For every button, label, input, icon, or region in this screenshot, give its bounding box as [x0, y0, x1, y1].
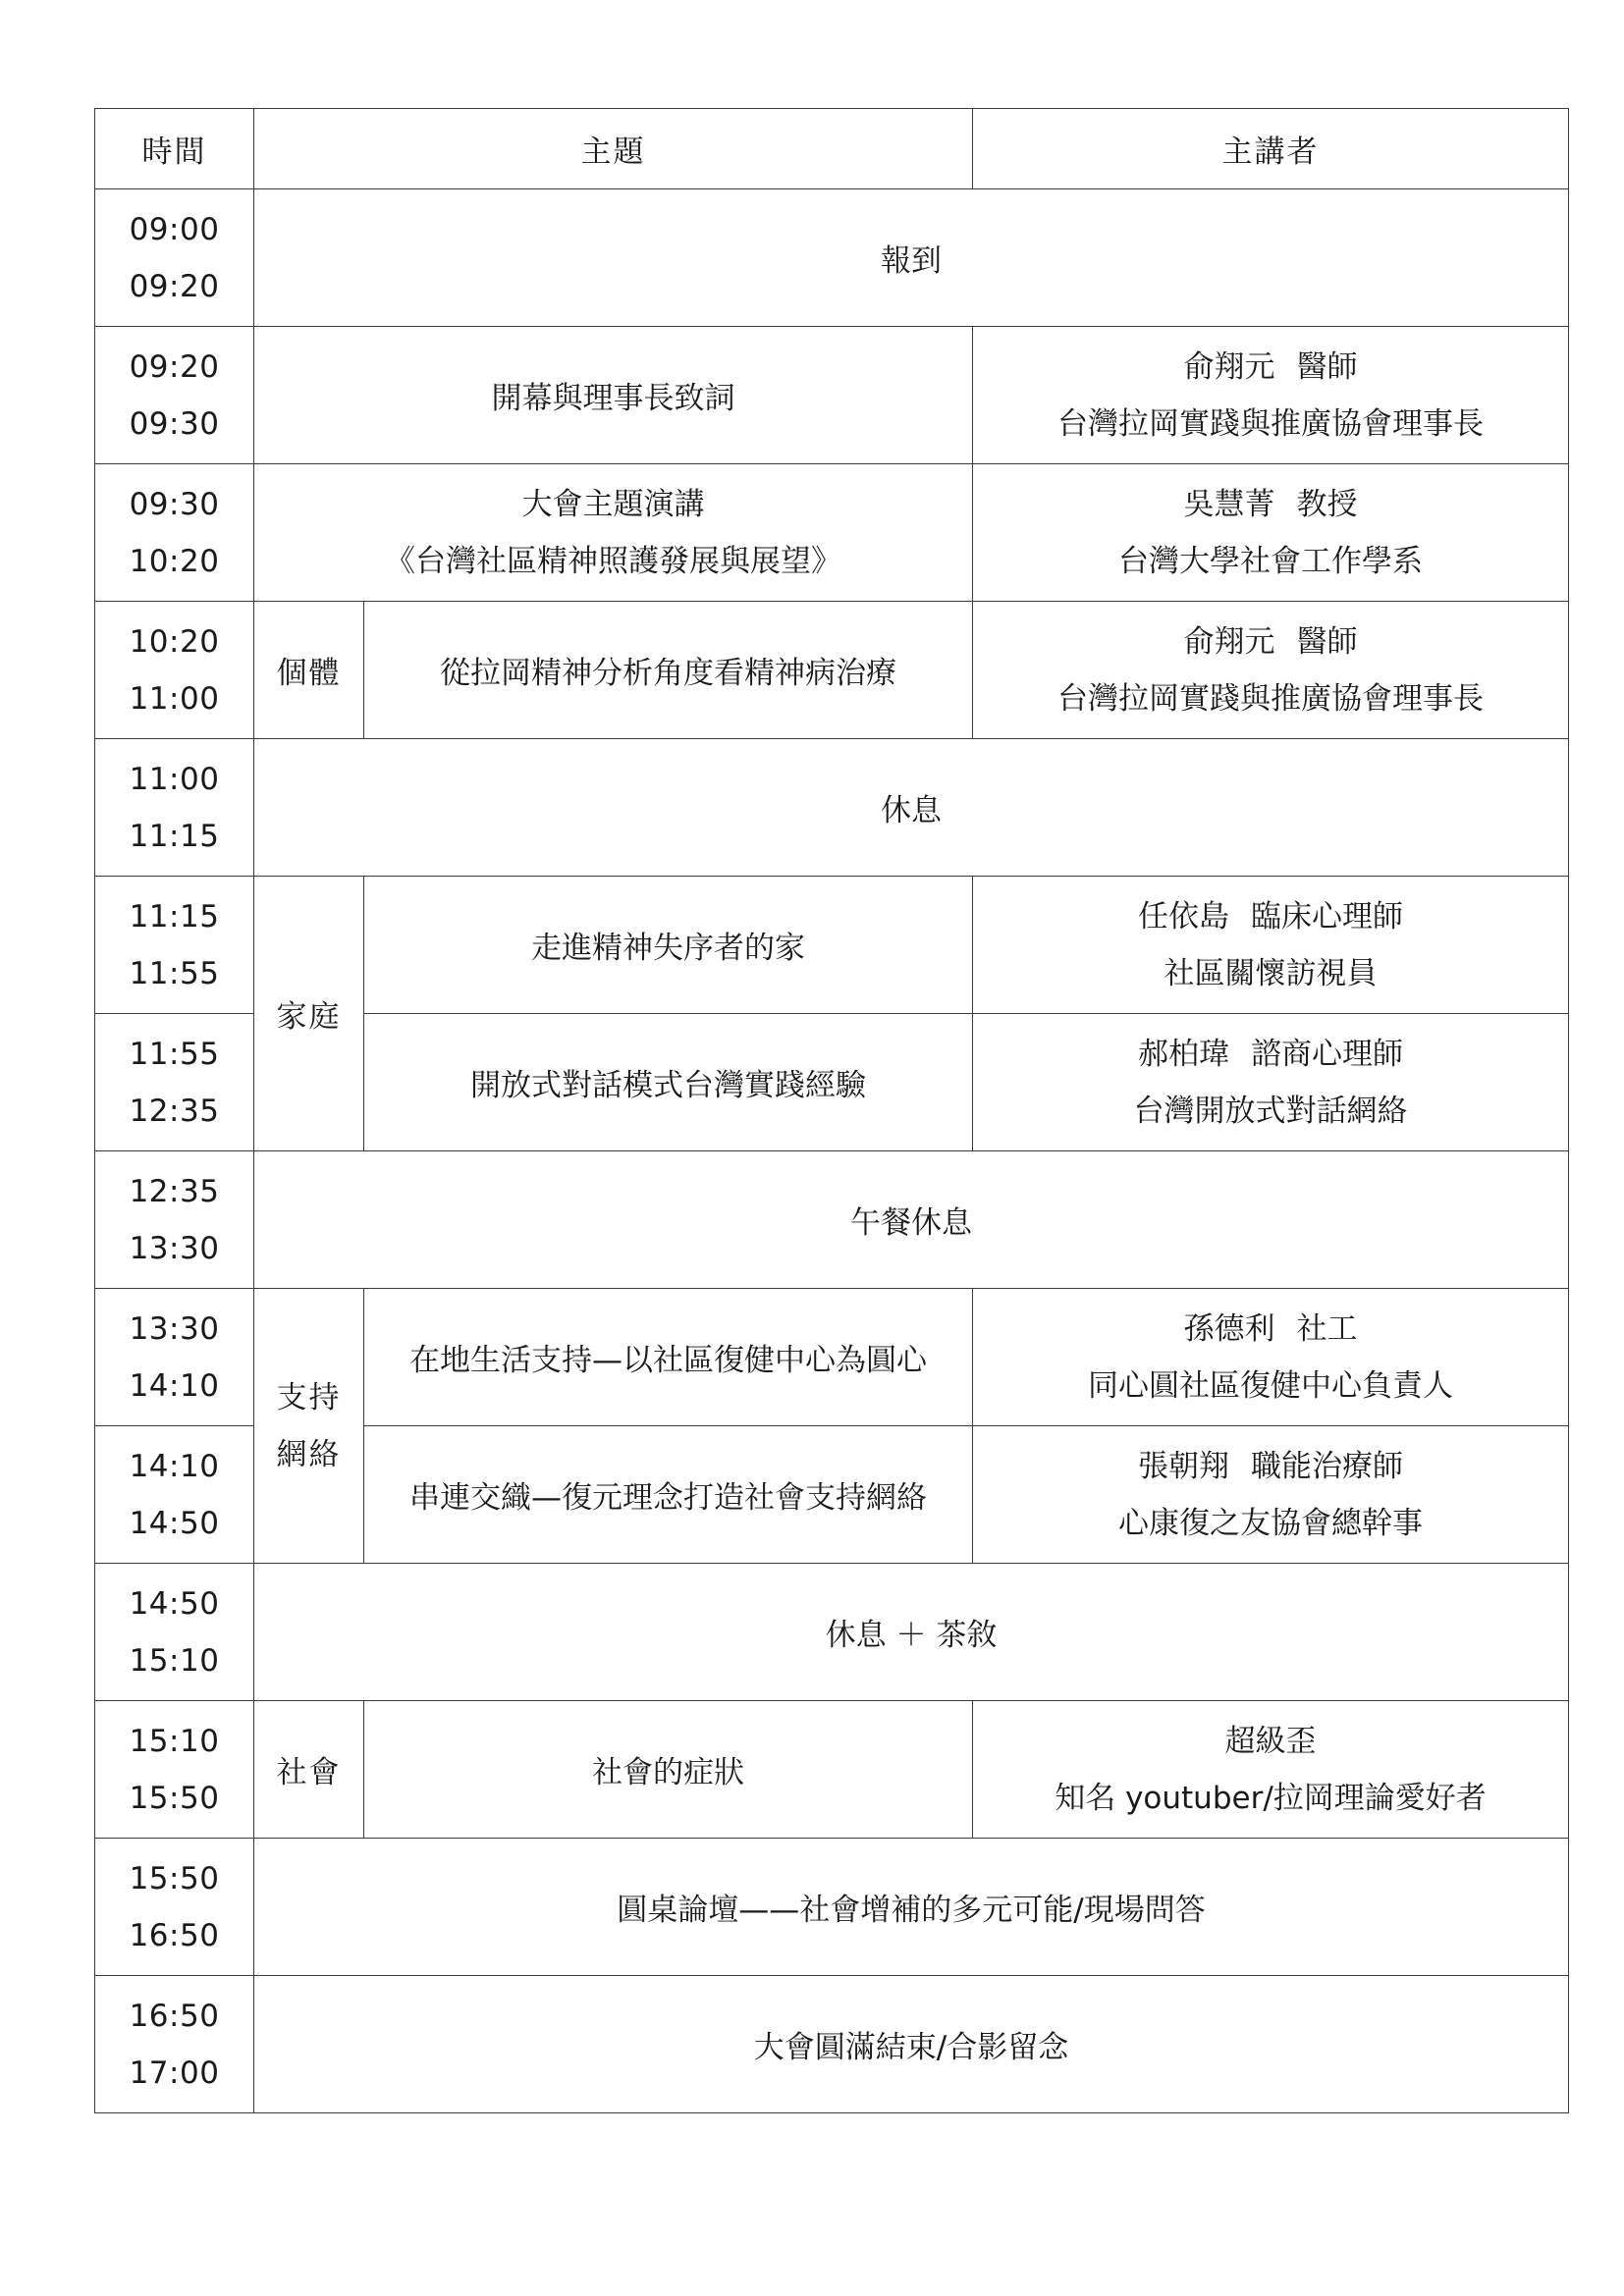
time-cell — [95, 189, 254, 327]
topic-line: 《台灣社區精神照護發展與展望》 — [385, 543, 841, 579]
start-time: 11:55 — [129, 1036, 220, 1072]
table-row — [95, 464, 1569, 602]
time-cell — [95, 1564, 254, 1701]
table-row — [95, 602, 1569, 739]
speaker-name: 張朝翔 — [1138, 1448, 1229, 1484]
header-speaker: 主講者 — [973, 109, 1569, 189]
time-cell — [95, 877, 254, 1014]
topic-line: 大會主題演講 — [521, 486, 705, 522]
start-time: 11:15 — [129, 898, 220, 934]
table-row — [95, 1289, 1569, 1426]
speaker-org: 台灣開放式對話網絡 — [1133, 1093, 1408, 1129]
speaker-org: 知名 youtuber/拉岡理論愛好者 — [1055, 1780, 1487, 1816]
end-time: 13:30 — [129, 1230, 220, 1266]
speaker-name-line — [979, 339, 1562, 396]
speaker-role: 醫師 — [1296, 348, 1358, 385]
topic-cell: 串連交織—復元理念打造社會支持網絡 — [364, 1426, 973, 1564]
speaker-org: 台灣拉岡實踐與推廣協會理事長 — [1057, 405, 1484, 442]
speaker-cell — [973, 1426, 1569, 1564]
start-time: 09:00 — [129, 211, 220, 247]
topic-cell: 走進精神失序者的家 — [364, 877, 973, 1014]
table-row — [95, 1839, 1569, 1976]
topic-cell: 開放式對話模式台灣實踐經驗 — [364, 1014, 973, 1151]
speaker-role: 社工 — [1296, 1310, 1358, 1347]
start-time: 09:30 — [129, 486, 220, 522]
category-line: 支持 — [276, 1379, 342, 1415]
speaker-cell — [973, 1014, 1569, 1151]
speaker-cell — [973, 1701, 1569, 1839]
end-time: 15:50 — [129, 1780, 220, 1816]
time-cell — [95, 739, 254, 877]
speaker-org: 台灣拉岡實踐與推廣協會理事長 — [1057, 680, 1484, 717]
table-row — [95, 877, 1569, 1014]
speaker-role: 教授 — [1296, 486, 1358, 522]
category-cell: 個體 — [254, 602, 364, 739]
speaker-role: 諮商心理師 — [1251, 1036, 1403, 1072]
table-row — [95, 1701, 1569, 1839]
end-time: 14:10 — [129, 1367, 220, 1404]
topic-cell: 開幕與理事長致詞 — [254, 327, 973, 464]
time-cell — [95, 1151, 254, 1289]
speaker-name-line — [979, 1438, 1562, 1495]
start-time: 12:35 — [129, 1173, 220, 1209]
speaker-cell — [973, 877, 1569, 1014]
start-time: 15:50 — [129, 1860, 220, 1896]
speaker-name: 吳慧菁 — [1183, 486, 1275, 522]
speaker-name: 任依島 — [1138, 898, 1229, 934]
agenda-table — [94, 108, 1569, 2113]
topic-cell: 圓桌論壇——社會增補的多元可能/現場問答 — [254, 1839, 1569, 1976]
start-time: 14:10 — [129, 1448, 220, 1484]
topic-cell: 大會圓滿結束/合影留念 — [254, 1976, 1569, 2113]
speaker-role: 職能治療師 — [1251, 1448, 1403, 1484]
header-time: 時間 — [95, 109, 254, 189]
table-row — [95, 1151, 1569, 1289]
time-cell — [95, 1014, 254, 1151]
speaker-name-line — [979, 888, 1562, 945]
header-topic: 主題 — [254, 109, 973, 189]
topic-cell: 休息 — [254, 739, 1569, 877]
category-line: 網絡 — [276, 1436, 342, 1472]
time-cell — [95, 1289, 254, 1426]
speaker-name: 孫德利 — [1183, 1310, 1275, 1347]
speaker-name: 俞翔元 — [1183, 623, 1275, 660]
time-cell — [95, 1426, 254, 1564]
time-cell — [95, 464, 254, 602]
topic-cell: 從拉岡精神分析角度看精神病治療 — [364, 602, 973, 739]
end-time: 15:10 — [129, 1642, 220, 1679]
start-time: 10:20 — [129, 623, 220, 660]
end-time: 09:30 — [129, 405, 220, 442]
speaker-role: 臨床心理師 — [1251, 898, 1403, 934]
topic-cell: 午餐休息 — [254, 1151, 1569, 1289]
speaker-cell — [973, 327, 1569, 464]
speaker-name: 俞翔元 — [1183, 348, 1275, 385]
speaker-name-line — [979, 1301, 1562, 1358]
end-time: 17:00 — [129, 2055, 220, 2091]
topic-cell: 報到 — [254, 189, 1569, 327]
speaker-name: 超級歪 — [1224, 1723, 1317, 1759]
speaker-org: 心康復之友協會總幹事 — [1118, 1505, 1423, 1541]
end-time: 10:20 — [129, 543, 220, 579]
end-time: 14:50 — [129, 1505, 220, 1541]
start-time: 14:50 — [129, 1585, 220, 1622]
table-row — [95, 1976, 1569, 2113]
category-cell — [254, 1289, 364, 1564]
speaker-org: 台灣大學社會工作學系 — [1118, 543, 1423, 579]
topic-cell: 社會的症狀 — [364, 1701, 973, 1839]
speaker-cell — [973, 1289, 1569, 1426]
speaker-org: 社區關懷訪視員 — [1164, 955, 1378, 991]
speaker-cell — [973, 602, 1569, 739]
speaker-name: 郝柏瑋 — [1138, 1036, 1229, 1072]
table-header-row — [95, 109, 1569, 189]
start-time: 09:20 — [129, 348, 220, 385]
topic-cell — [254, 464, 973, 602]
speaker-name-line — [979, 476, 1562, 533]
category-cell: 家庭 — [254, 877, 364, 1151]
time-cell — [95, 1701, 254, 1839]
time-cell — [95, 1976, 254, 2113]
speaker-cell — [973, 464, 1569, 602]
speaker-role: 醫師 — [1296, 623, 1358, 660]
end-time: 12:35 — [129, 1093, 220, 1129]
speaker-org: 同心圓社區復健中心負責人 — [1088, 1367, 1453, 1404]
table-row — [95, 1564, 1569, 1701]
category-cell: 社會 — [254, 1701, 364, 1839]
speaker-name-line — [979, 1026, 1562, 1083]
end-time: 09:20 — [129, 268, 220, 304]
table-row — [95, 189, 1569, 327]
end-time: 11:15 — [129, 818, 220, 854]
time-cell — [95, 1839, 254, 1976]
topic-cell: 休息 ＋ 茶敘 — [254, 1564, 1569, 1701]
time-cell — [95, 602, 254, 739]
end-time: 11:00 — [129, 680, 220, 717]
start-time: 11:00 — [129, 761, 220, 797]
speaker-name-line — [979, 614, 1562, 670]
topic-cell: 在地生活支持—以社區復健中心為圓心 — [364, 1289, 973, 1426]
start-time: 13:30 — [129, 1310, 220, 1347]
table-row — [95, 327, 1569, 464]
time-cell — [95, 327, 254, 464]
start-time: 16:50 — [129, 1998, 220, 2034]
end-time: 16:50 — [129, 1917, 220, 1953]
end-time: 11:55 — [129, 955, 220, 991]
table-row — [95, 739, 1569, 877]
start-time: 15:10 — [129, 1723, 220, 1759]
